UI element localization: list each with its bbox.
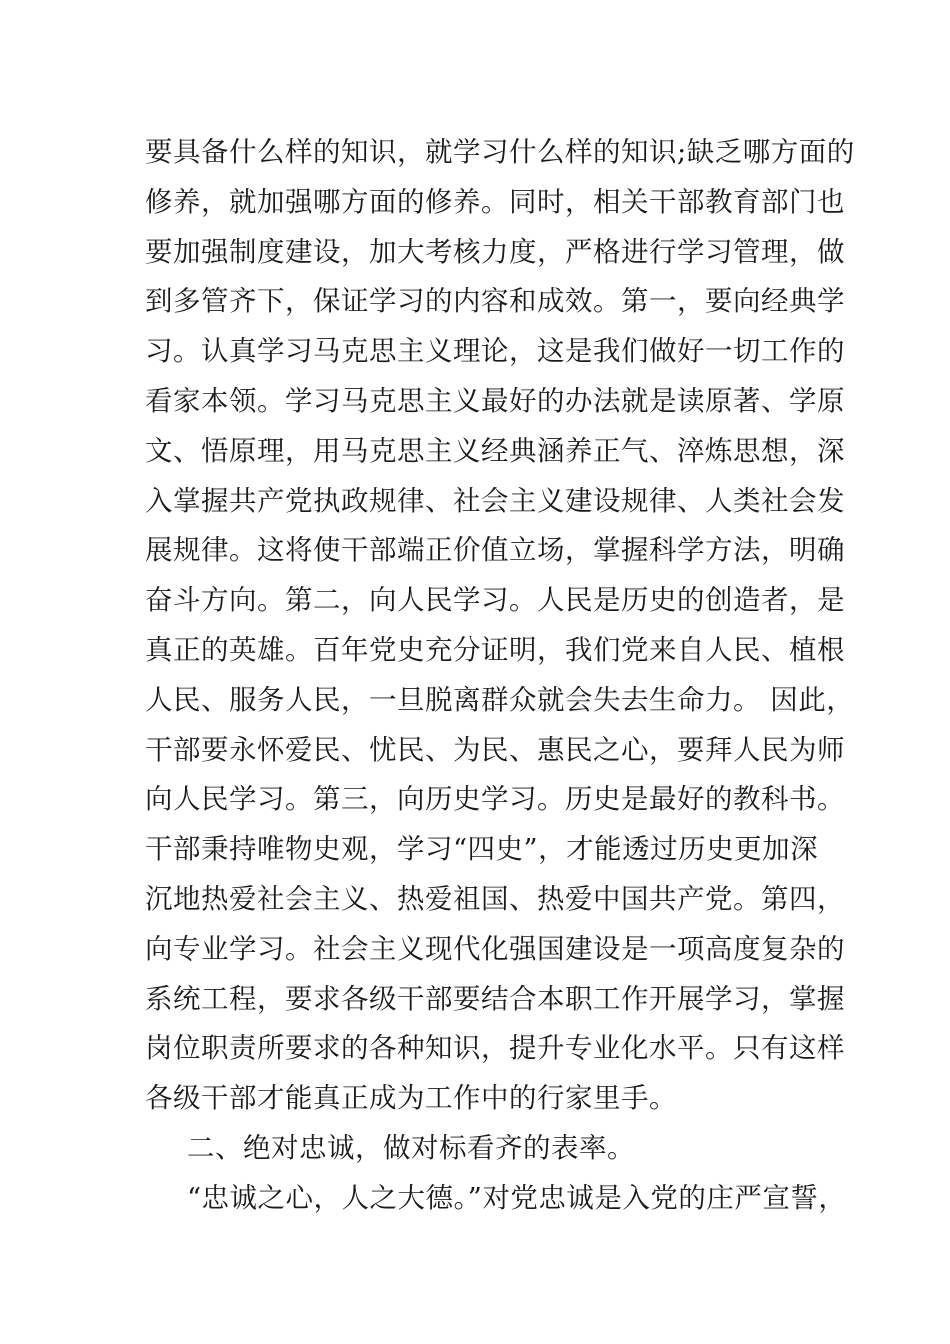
text-line-20: 各级干部才能真正成为工作中的行家里手。: [145, 1082, 677, 1115]
text-line-18: 系统工程，要求各级干部要结合本职工作开展学习，掌握: [145, 982, 845, 1015]
text-line-14: 向人民学习。第三，向历史学习。历史是最好的教科书。: [145, 783, 845, 816]
text-line-10: 奋斗方向。第二，向人民学习。人民是历史的创造者，是: [145, 584, 845, 617]
text-line-6: 看家本领。学习马克思主义最好的办法就是读原著、学原: [145, 384, 845, 417]
text-line-11: 真正的英雄。百年党史充分证明，我们党来自人民、植根: [145, 633, 845, 666]
text-line-15: 干部秉持唯物史观，学习“四史”，才能透过历史更加深: [145, 833, 819, 866]
section-heading: 二、绝对忠诚，做对标看齐的表率。: [187, 1131, 635, 1164]
text-line-17: 向专业学习。社会主义现代化强国建设是一项高度复杂的: [145, 932, 845, 965]
body-text: [145, 128, 855, 1224]
text-line-13: 干部要永怀爱民、忧民、为民、惠民之心，要拜人民为师: [145, 733, 845, 766]
text-line-3: 要加强制度建设，加大考核力度，严格进行学习管理，做: [145, 235, 845, 268]
paragraph-start-line: “忠诚之心，人之大德。”对党忠诚是入党的庄严宣誓，: [187, 1181, 847, 1214]
text-line-19: 岗位职责所要求的各种知识，提升专业化水平。只有这样: [145, 1032, 845, 1065]
text-line-2: 修养，就加强哪方面的修养。同时，相关干部教育部门也: [145, 185, 845, 218]
text-line-4: 到多管齐下，保证学习的内容和成效。第一，要向经典学: [145, 285, 845, 318]
text-line-7: 文、悟原理，用马克思主义经典涵养正气、淬炼思想，深: [145, 434, 845, 467]
text-line-9: 展规律。这将使干部端正价值立场，掌握科学方法，明确: [145, 534, 845, 567]
text-line-16: 沉地热爱社会主义、热爱祖国、热爱中国共产党。第四，: [145, 882, 845, 915]
text-line-5: 习。认真学习马克思主义理论，这是我们做好一切工作的: [145, 335, 845, 368]
text-line-12: 人民、服务人民，一旦脱离群众就会失去生命力。 因此，: [145, 683, 855, 716]
text-line-1: 要具备什么样的知识，就学习什么样的知识;缺乏哪方面的: [145, 136, 855, 168]
text-line-8: 入掌握共产党执政规律、社会主义建设规律、人类社会发: [145, 484, 845, 517]
